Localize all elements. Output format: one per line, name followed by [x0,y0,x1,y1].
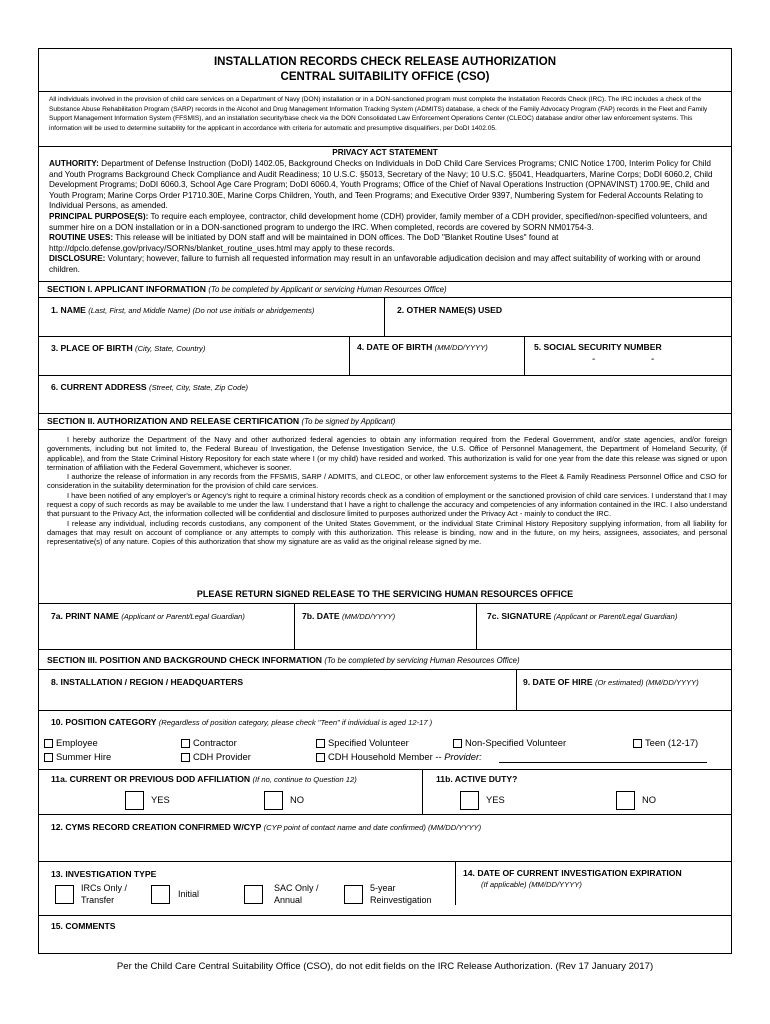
authorization-paragraph: I release any individual, including records custodians, any component of the United States Government, or the individual State Criminal History Repository supplying information, from all liability for damages that may result on account of compliance or any attempts to comply with this authorization. This release is binding, now and in the future, on my heirs, assignees, associates, and personal representative(s) of any nature. Copies of this authorization that show my signature are as valid as the original release signed by me. [47,518,727,547]
field-installation[interactable]: 8. INSTALLATION / REGION / HEADQUARTERS [51,677,244,687]
field-active-duty: 11b. ACTIVE DUTY? [436,774,518,784]
field-ssn[interactable]: 5. SOCIAL SECURITY NUMBER [534,342,662,352]
cdh-provider-checkbox[interactable] [181,753,190,762]
authority-label: AUTHORITY: [49,159,99,168]
irc-release-form [38,48,732,954]
cdh-household-checkbox[interactable] [316,753,325,762]
five-year-checkbox[interactable] [344,885,363,904]
nonspecified-volunteer-checkbox[interactable] [453,739,462,748]
teen-label: Teen (12-17) [645,737,699,748]
field-name[interactable]: 1. NAME (Last, First, and Middle Name) (Do not use initials or abridgements) [51,305,315,315]
ssn-separator: - [592,354,596,365]
field-cyms-record[interactable]: 12. CYMS RECORD CREATION CONFIRMED W/CYP (CYP point of contact name and date confirmed) (MM/DD/YYYY) [51,822,482,832]
routine-text: This release will be initiated by DON staff and will be maintained in DON offices. The DoD "Blanket Routine Uses" found at [113,233,559,243]
field-investigation-expiration[interactable]: 14. DATE OF CURRENT INVESTIGATION EXPIRATION [463,868,682,878]
disclosure-label: DISCLOSURE: [49,254,106,264]
authorization-text [47,435,727,547]
field-investigation-type: 13. INVESTIGATION TYPE [51,869,157,879]
active-duty-yes-label: YES [486,794,505,805]
specified-volunteer-checkbox[interactable] [316,739,325,748]
field-dod-affiliation: 11a. CURRENT OR PREVIOUS DOD AFFILIATION (If no, continue to Question 12) [51,774,357,784]
authorization-paragraph: I have been notified of any employer's or Agency's right to require a criminal history records check as a condition of employment or the sanctioned provision of child care services. I understand that I may request a copy of such records as may be available to me under the law. I understand that I have a right to challenge the accuracy and competencies of any information contained in the IRC. I also understand that pursuant to the Privacy Act, the information collected will be confidential and disclosure limited to purposes authorized under the Privacy Act - mainly to conduct the IRC. [47,490,727,519]
intro-text: All individuals involved in the provision of child care services on a Department of Navy (DON) installation or in a DON-sanctioned program must complete the Installation Records Check (IRC). The IRC includes a check of the Substance Abuse Rehabilitation Program (SARP) records in the Alcohol and Drug Management Information Tracking System (ADMITS) database, a check of the Family Advocacy Program (FAP) records in the Fleet and Family Support Management Information System (FFSMIS), and an installation security/base check via the DON Consolidated Law Enforcement Operations Center (CLEOC) database and/or other law enforcement systems. This information will be used to determine suitability for the applicant in accordance with criteria for automatic and presumptive disqualifiers, per DoDI 1402.05. [49,96,708,132]
disclosure-text: Voluntary; however, failure to furnish all requested information may result in an unfavorable adjudication decision and may affect suitability of working with or around children. [49,254,701,274]
contractor-label: Contractor [193,737,237,748]
summer-hire-checkbox[interactable] [44,753,53,762]
ssn-separator: - [651,354,655,365]
active-duty-yes-checkbox[interactable] [460,791,479,810]
provider-name-line[interactable] [499,762,707,763]
affiliation-no-checkbox[interactable] [264,791,283,810]
return-note: PLEASE RETURN SIGNED RELEASE TO THE SERVICING HUMAN RESOURCES OFFICE [196,589,574,599]
form-title-line1: INSTALLATION RECORDS CHECK RELEASE AUTHORIZATION [213,56,556,68]
field-date-of-hire[interactable]: 9. DATE OF HIRE (Or estimated) (MM/DD/YYYY) [523,677,699,687]
initial-label: Initial [178,889,200,899]
authority-text: Department of Defense Instruction (DoDI) 1402.05, Background Checks on Individuals in DoD Child Care Services Programs; CNIC Notice 1700, Interim Policy for Child and Youth Programs Background Check Compliance and Audit Readiness; 10 U.S.C. §5013, Secretary of the Navy; 10 U.S.C. §5041, Headquarters, Marine Corps; DoDI 6060.2, Child Development Programs; DoDI 6060.3, School Age Care Program; DoDI 6060.4, Youth Programs; Office of the Chief of Naval Operations Instruction (OPNAVINST) 1700.9E, Child and Youth Program; Marine Corps Order P1710.30E, Marine Corps Children, Youth, and Teen Programs; and Executive Order 9397, Numbering System for Federal Accounts Relating to Individual Persons, as amended. [49,159,713,211]
affiliation-yes-label: YES [151,794,170,805]
form-title-line2: CENTRAL SUITABILITY OFFICE (CSO) [280,71,490,83]
field-date-of-birth[interactable]: 4. DATE OF BIRTH (MM/DD/YYYY) [357,342,488,352]
purpose-text: To require each employee, contractor, child development home (CDH) provider, family member of a CDH provider, specified/non-specified volunteers, and summer hire on a DON installation or in a DON-sanctioned program to undergo the IRC. When completed, records are covered by SORN NM01754-3. [49,211,708,232]
authorization-paragraph: I authorize the release of information in any records from the FFSMIS, SARP / ADMITS, and CLEOC, or other law enforcement systems to the Fleet & Family Readiness Personnel Office and CSO for consideration in the suitability determination for the provision of child care services. [47,472,727,491]
routine-label: ROUTINE USES: [49,233,114,243]
field-other-names[interactable]: 2. OTHER NAME(S) USED [397,305,503,315]
section1-heading: SECTION I. APPLICANT INFORMATION (To be completed by Applicant or servicing Human Resources Office) [47,284,447,294]
field-signature[interactable]: 7c. SIGNATURE (Applicant or Parent/Legal Guardian) [487,611,678,621]
employee-label: Employee [56,737,98,748]
field-print-name[interactable]: 7a. PRINT NAME (Applicant or Parent/Legal Guardian) [51,611,245,621]
cdh-household-label: CDH Household Member -- Provider: [328,751,482,762]
employee-checkbox[interactable] [44,739,53,748]
active-duty-no-checkbox[interactable] [616,791,635,810]
sac-only-checkbox[interactable] [244,885,263,904]
affiliation-yes-checkbox[interactable] [125,791,144,810]
field-comments[interactable]: 15. COMMENTS [51,921,116,931]
field-current-address[interactable]: 6. CURRENT ADDRESS (Street, City, State, Zip Code) [51,382,249,392]
cdh-provider-label: CDH Provider [193,751,251,762]
teen-checkbox[interactable] [633,739,642,748]
nonspecified-volunteer-label: Non-Specified Volunteer [465,737,567,748]
irc-only-label: IRCs Only / Transfer [81,883,128,905]
summer-hire-label: Summer Hire [56,751,112,762]
field-sign-date[interactable]: 7b. DATE (MM/DD/YYYY) [302,611,396,621]
expiration-note: (If applicable) (MM/DD/YYYY) [481,880,582,889]
field-place-of-birth[interactable]: 3. PLACE OF BIRTH (City, State, Country) [51,343,206,353]
field-position-category: 10. POSITION CATEGORY (Regardless of position category, please check "Teen" if individual is aged 12-17 ) [51,717,433,727]
section2-heading: SECTION II. AUTHORIZATION AND RELEASE CERTIFICATION (To be signed by Applicant) [47,416,396,426]
footer-note: Per the Child Care Central Suitability Office (CSO), do not edit fields on the IRC Release Authorization. (Rev 17 January 2017) [116,961,654,972]
routine-after: may apply to these records. [292,243,395,253]
contractor-checkbox[interactable] [181,739,190,748]
initial-checkbox[interactable] [151,885,170,904]
active-duty-no-label: NO [642,794,657,805]
section3-heading: SECTION III. POSITION AND BACKGROUND CHECK INFORMATION (To be completed by servicing Human Resources Office) [47,655,520,665]
sac-only-label: SAC Only / Annual [274,883,319,905]
routine-uses-link[interactable]: http://dpclo.defense.gov/privacy/SORNs/blanket_routine_uses.html [49,243,293,253]
affiliation-no-label: NO [290,794,305,805]
authorization-paragraph: I hereby authorize the Department of the Navy and other authorized federal agencies to obtain any information required from the Federal Government, and/or state agencies, and/or foreign governments, including but not limited to, the Federal Bureau of Investigation, the Defense Investigation Service, the U.S. Office of Personnel Management, the Department of Homeland Security, (if applicable), and from the State Criminal History Repository for each state where I (or my child) have resided and worked. This authorization is valid for one year from the date this release was signed or upon termination of affiliation with the Federal Government, whichever is sooner. [47,435,727,472]
privacy-heading: PRIVACY ACT STATEMENT [332,148,438,157]
irc-only-checkbox[interactable] [55,885,74,904]
purpose-label: PRINCIPAL PURPOSE(S): [49,211,149,221]
specified-volunteer-label: Specified Volunteer [328,737,409,748]
five-year-label: 5-year Reinvestigation [370,883,432,905]
privacy-statement [49,159,725,276]
